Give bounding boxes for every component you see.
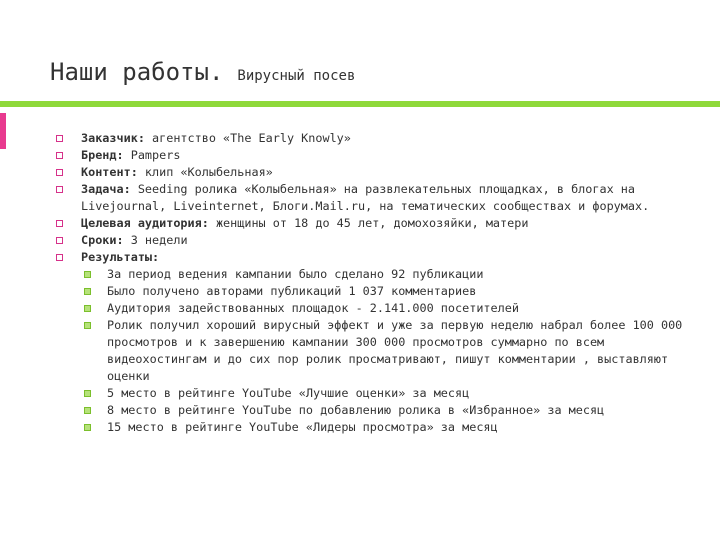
square-bullet-icon xyxy=(56,152,63,159)
result-item xyxy=(54,419,694,436)
item-text: клип «Колыбельная» xyxy=(137,165,273,179)
slide-subtitle: Вирусный посев xyxy=(237,68,356,84)
result-item xyxy=(54,283,694,300)
slide-content xyxy=(54,130,694,436)
item-label: Результаты: xyxy=(81,250,160,264)
square-bullet-icon xyxy=(56,237,63,244)
square-bullet-icon xyxy=(84,390,91,397)
list-item-content xyxy=(54,164,694,181)
green-divider xyxy=(0,101,720,107)
list-item-task xyxy=(54,181,694,215)
result-item xyxy=(54,385,694,402)
result-item xyxy=(54,317,694,385)
square-bullet-icon xyxy=(84,288,91,295)
item-label: Заказчик: xyxy=(81,131,145,145)
list-item-brand xyxy=(54,147,694,164)
square-bullet-icon xyxy=(56,186,63,193)
item-text: агентство «The Early Knowly» xyxy=(144,131,351,145)
square-bullet-icon xyxy=(84,271,91,278)
result-text: За период ведения кампании было сделано 92 публикации xyxy=(107,267,484,281)
item-label: Задача: xyxy=(81,182,131,196)
result-item xyxy=(54,300,694,317)
item-text: Seeding ролика «Колыбельная» на развлекательных площадках, в блогах на Livejournal, Liveinternet, Блоги.Mail.ru, на тематических сообществах и форумах. xyxy=(81,182,650,213)
square-bullet-icon xyxy=(56,220,63,227)
result-text: Аудитория задействованных площадок - 2.141.000 посетителей xyxy=(107,301,519,315)
result-text: 15 место в рейтинге YouTube «Лидеры просмотра» за месяц xyxy=(107,420,498,434)
square-bullet-icon xyxy=(84,407,91,414)
result-text: 8 место в рейтинге YouTube по добавлению ролика в «Избранное» за месяц xyxy=(107,403,605,417)
item-label: Бренд: xyxy=(81,148,124,162)
square-bullet-icon xyxy=(84,424,91,431)
square-bullet-icon xyxy=(84,322,91,329)
item-text: 3 недели xyxy=(123,233,188,247)
square-bullet-icon xyxy=(56,169,63,176)
list-item-client xyxy=(54,130,694,147)
slide-title-row xyxy=(50,58,355,86)
square-bullet-icon xyxy=(84,305,91,312)
slide-title: Наши работы. xyxy=(50,58,224,86)
pink-accent-bar xyxy=(0,113,6,149)
item-label: Сроки: xyxy=(81,233,124,247)
square-bullet-icon xyxy=(56,135,63,142)
item-label: Контент: xyxy=(81,165,138,179)
list-item-results xyxy=(54,249,694,266)
result-text: Ролик получил хороший вирусный эффект и уже за первую неделю набрал более 100 000 просмотров и к завершению кампании 300 000 просмотров суммарно по всем видеохостингам и до сих пор ролик просматривают, пишут комментарии , выставляют оценки xyxy=(107,318,683,383)
item-text: женщины от 18 до 45 лет, домохозяйки, матери xyxy=(208,216,529,230)
result-item xyxy=(54,266,694,283)
item-label: Целевая аудитория: xyxy=(81,216,209,230)
result-item xyxy=(54,402,694,419)
result-text: Было получено авторами публикаций 1 037 комментариев xyxy=(107,284,477,298)
item-text: Pampers xyxy=(123,148,181,162)
square-bullet-icon xyxy=(56,254,63,261)
result-text: 5 место в рейтинге YouTube «Лучшие оценки» за месяц xyxy=(107,386,470,400)
list-item-terms xyxy=(54,232,694,249)
list-item-audience xyxy=(54,215,694,232)
